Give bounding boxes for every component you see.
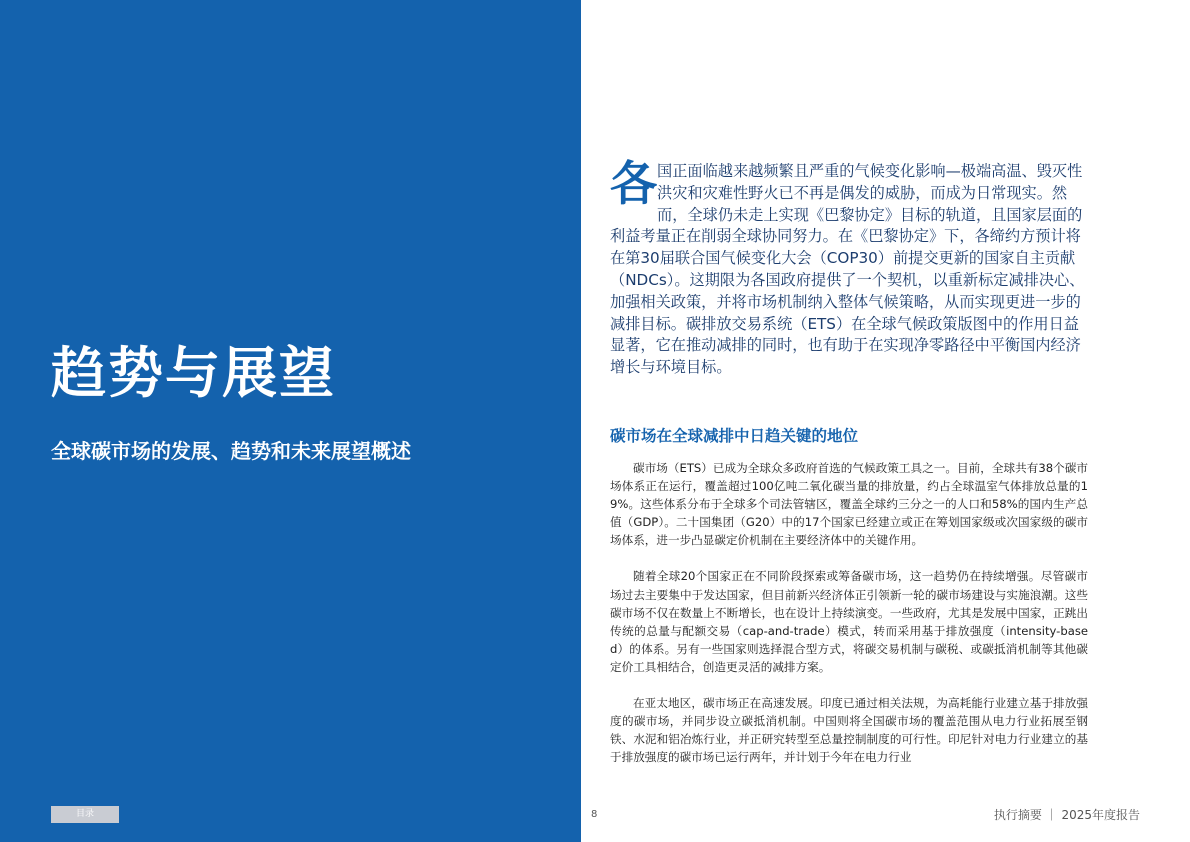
- chapter-title: 趋势与展望: [51, 341, 337, 405]
- body-paragraph: 随着全球20个国家正在不同阶段探索或筹备碳市场，这一趋势仍在持续增强。尽管碳市场过去主要集中于发达国家，但目前新兴经济体正引领新一轮的碳市场建设与实施浪潮。这些碳市场不仅在数量上不断增长，也在设计上持续演变。一些政府，尤其是发展中国家，正跳出传统的总量与配额交易（cap-and-trade）模式，转而采用基于排放强度（intensity-based）的体系。另有一些国家则选择混合型方式，将碳交易机制与碳税、或碳抵消机制等其他碳定价工具相结合，创造更灵活的减排方案。: [610, 569, 1088, 674]
- cover-panel: [0, 0, 581, 842]
- body-paragraph: 碳市场（ETS）已成为全球众多政府首选的气候政策工具之一。目前，全球共有38个碳市场体系正在运行，覆盖超过100亿吨二氧化碳当量的排放量，约占全球温室气体排放总量的19%。这些体系分布于全球多个司法管辖区，覆盖全球约三分之一的人口和58%的国内生产总值（GDP）。二十国集团（G20）中的17个国家已经建立或正在筹划国家级或次国家级的碳市场体系，进一步凸显碳定价机制在主要经济体中的关键作用。: [610, 461, 1088, 548]
- footer-label: 执行摘要 ｜ 2025年度报告: [993, 808, 1140, 822]
- intro-text: 国正面临越来越频繁且严重的气候变化影响—极端高温、毁灭性洪灾和灾难性野火已不再是偶发的威胁，而成为日常现实。然而，全球仍未走上实现《巴黎协定》目标的轨道，且国家层面的利益考量正在削弱全球协同努力。在《巴黎协定》下，各缔约方预计将在第30届联合国气候变化大会（COP30）前提交更新的国家自主贡献（NDCs）。这期限为各国政府提供了一个契机，以重新标定减排决心、加强相关政策，并将市场机制纳入整体气候策略，从而实现更进一步的减排目标。碳排放交易系统（ETS）在全球气候政策版图中的作用日益显著，它在推动减排的同时，也有助于在实现净零路径中平衡国内经济增长与环境目标。: [610, 162, 1085, 377]
- toc-button[interactable]: 目录: [51, 806, 119, 823]
- dropcap: 各: [610, 157, 657, 212]
- page-number: 8: [591, 809, 598, 820]
- section-body: [610, 459, 1088, 784]
- body-paragraph: 在亚太地区，碳市场正在高速发展。印度已通过相关法规，为高耗能行业建立基于排放强度的碳市场，并同步设立碳抵消机制。中国则将全国碳市场的覆盖范围从电力行业拓展至钢铁、水泥和铝冶炼行业，并正研究转型至总量控制制度的可行性。印尼针对电力行业建立的基于排放强度的碳市场已运行两年，并计划于今年在电力行业: [610, 696, 1088, 765]
- chapter-subtitle: 全球碳市场的发展、趋势和未来展望概述: [51, 439, 411, 463]
- section-heading: 碳市场在全球减排中日趋关键的地位: [610, 427, 859, 445]
- intro-paragraph: [610, 157, 1090, 379]
